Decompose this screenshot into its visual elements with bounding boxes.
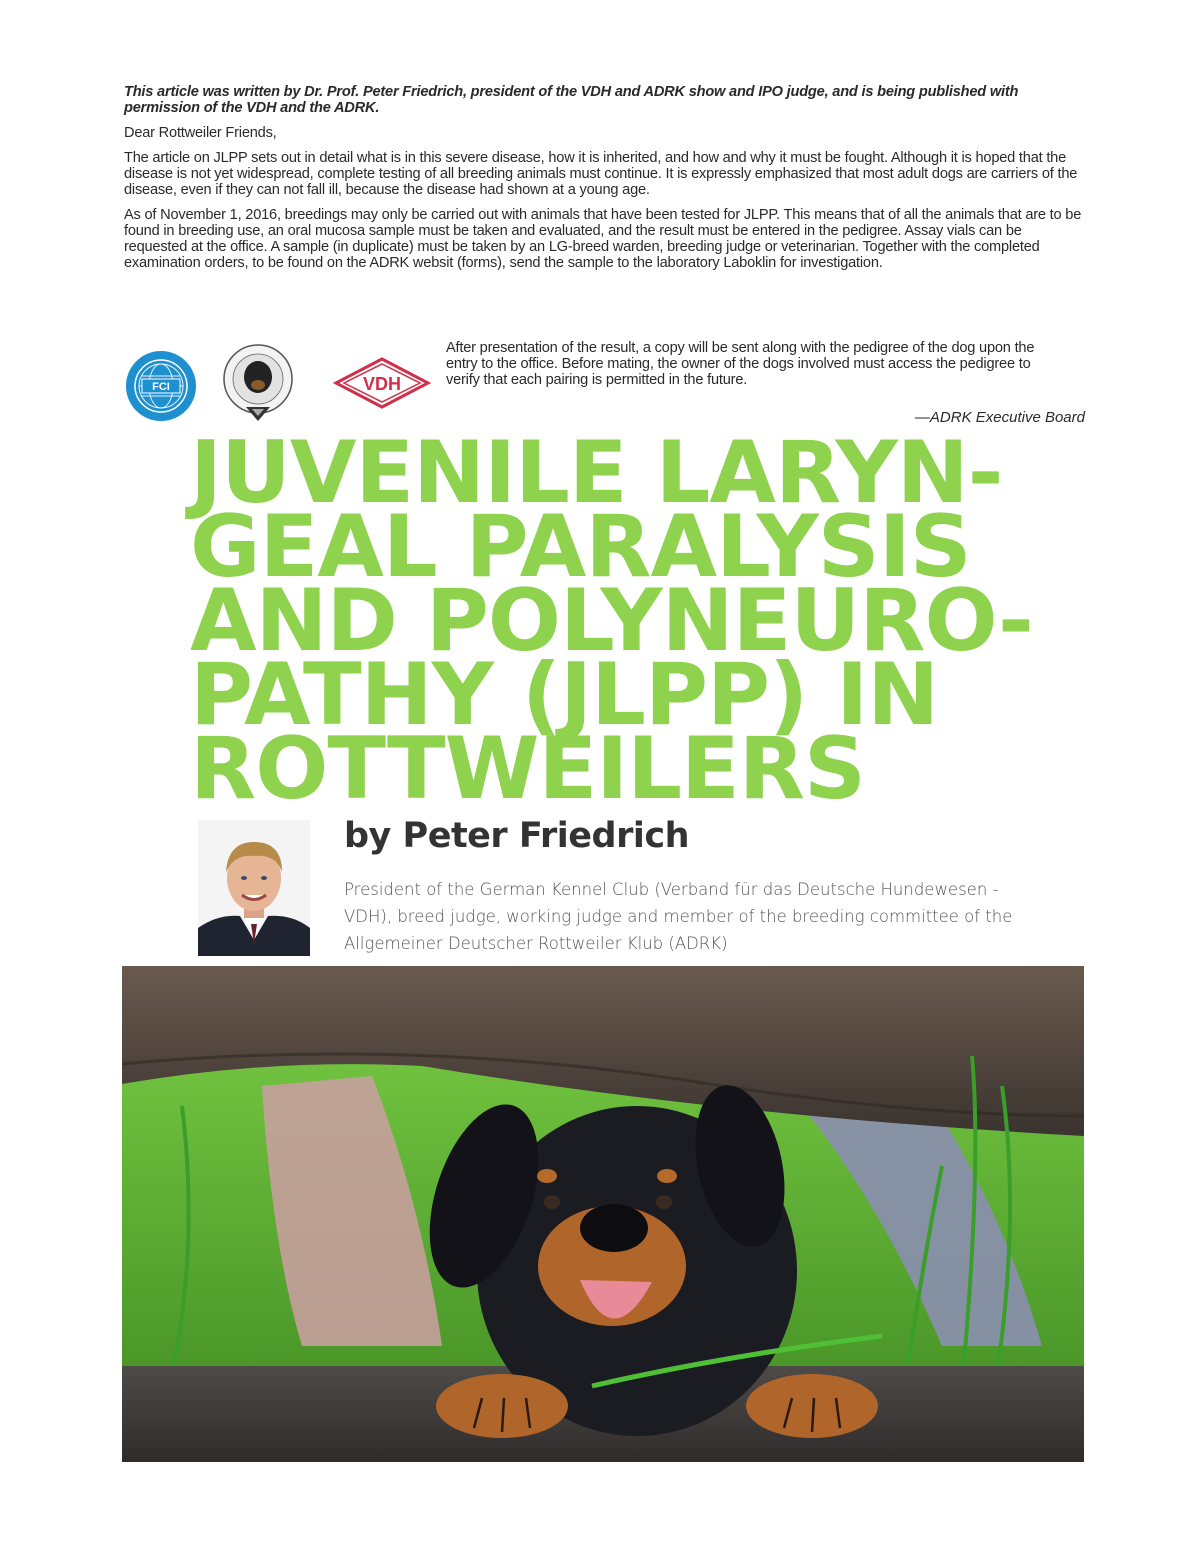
author-bio: President of the German Kennel Club (Verband für das Deutsche Hundewesen - VDH), breed judge, working judge and member of the breeding committee of the Allgemeiner Deutscher Rottweiler Klub (ADRK) [344,880,1013,953]
intro-paragraph-1: The article on JLPP sets out in detail what is in this severe disease, how it is inherited, and how and why it must be fought. Although it is hoped that the disease is not yet widespread, complete testing of all breeding animals must continue. It is expressly emphasized that most adult dogs are carriers of the disease, even if they can not fall ill, because the disease had shown at a young age. [124,150,1078,198]
publication-note: This article was written by Dr. Prof. Peter Friedrich, president of the VDH and ADRK show and IPO judge, and is being published with permission of the VDH and the ADRK. [124,84,1019,116]
title-line-1: JUVENILE LARYN- [190,423,1003,523]
title-line-4: PATHY (JLPP) IN [190,645,939,745]
title-line-5: ROTTWEILERS [190,719,865,819]
adrk-logo [222,343,294,423]
vdh-logo [332,355,432,411]
greeting: Dear Rottweiler Friends, [124,125,277,141]
vdh-logo-text: VDH [362,374,402,394]
logo-row [124,343,444,423]
rottweiler-puppy-photo [122,966,1084,1462]
intro-paragraph-3: After presentation of the result, a copy will be sent along with the pedigree of the dog upon the entry to the office. Before mating, the owner of the dogs involved must access the pedigree to verify that each pairing is permitted in the future. [446,340,1035,388]
fci-logo [124,349,198,423]
intro-paragraph-3-block [446,340,1066,388]
signature: —ADRK Executive Board [914,409,1085,426]
author-photo [198,820,310,956]
intro-paragraph-2: As of November 1, 2016, breedings may only be carried out with animals that have been tested for JLPP. This means that of all the animals that are to be found in breeding use, an oral mucosa sample must be taken and evaluated, and the result must be entered in the pedigree. Assay vials can be requested at the office. A sample (in duplicate) must be taken by an LG-breed warden, breeding judge or veterinarian. Together with the completed examination orders, to be found on the ADRK websit (forms), send the sample to the laboratory Laboklin for investigation. [124,207,1082,271]
author-byline: by Peter Friedrich [344,816,689,856]
fci-logo-text: FCI [152,381,170,393]
intro-section [124,84,1084,280]
title-line-3: AND POLYNEURO- [190,571,1033,671]
article-title [190,423,1050,819]
title-line-2: GEAL PARALYSIS [190,497,971,597]
